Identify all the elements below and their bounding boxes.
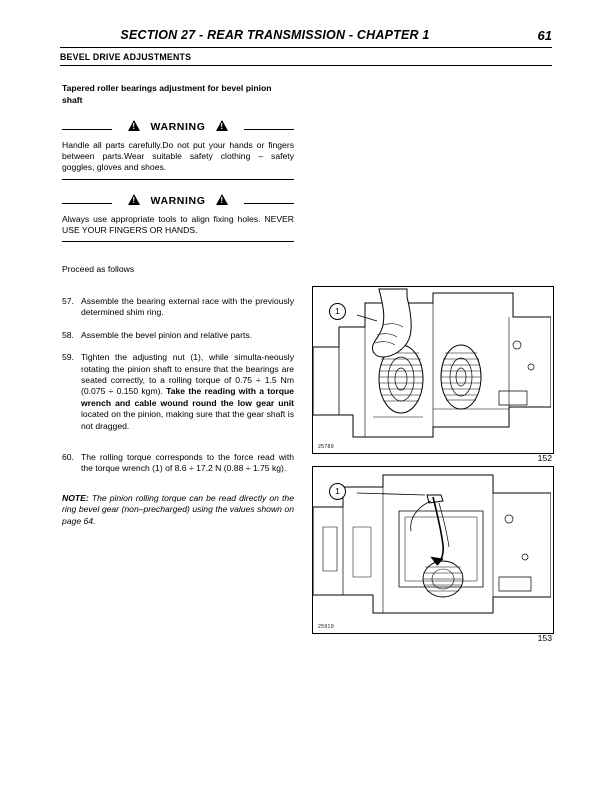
- warning-triangle-icon: [128, 120, 140, 131]
- step-number: 59.: [62, 352, 74, 363]
- warning-header-1: [62, 120, 294, 138]
- left-column: [62, 74, 294, 527]
- subheading: Tapered roller bearings adjustment for bevel pinion shaft: [62, 83, 272, 105]
- warning-triangle-icon: [216, 194, 228, 205]
- warning-rule-left: [62, 129, 112, 130]
- step-text-bold: Take the reading with a torque wrench and cable wound round the low gear unit: [81, 386, 295, 408]
- figure-152-illustration: [313, 287, 551, 451]
- step-item: [62, 452, 294, 475]
- step-number: 60.: [62, 452, 74, 463]
- figure-152-callout-1: 1: [329, 303, 346, 320]
- figure-153-callout-1: 1: [329, 483, 346, 500]
- step-text-part2: located on the pinion, making sure that the gear shaft is not dragged.: [81, 409, 294, 431]
- figure-153: [312, 466, 554, 634]
- note-label: NOTE:: [62, 492, 89, 503]
- step-list: [62, 296, 294, 475]
- warning-label-row-2: [112, 194, 244, 207]
- warning-label-row-1: [112, 120, 244, 133]
- warning-rule-right: [244, 203, 294, 204]
- figure-152-number: 152: [537, 453, 552, 463]
- warning-label-2: WARNING: [150, 194, 206, 207]
- step-text: Assemble the bearing external race with the previously determined shim ring.: [81, 296, 294, 318]
- section-divider: [60, 65, 552, 66]
- warning-bottom-rule-2: [62, 241, 294, 242]
- header-title: SECTION 27 - REAR TRANSMISSION - CHAPTER 1: [120, 28, 430, 42]
- step-item: [62, 330, 294, 341]
- figure-152-photo-code: 25789: [318, 444, 334, 450]
- page-number: 61: [537, 28, 552, 43]
- figure-153-photo-code: 25919: [318, 624, 334, 630]
- step-number: 58.: [62, 329, 74, 340]
- warning-block-2: [62, 194, 294, 242]
- warning-label-1: WARNING: [150, 121, 206, 133]
- warning-bottom-rule-1: [62, 179, 294, 180]
- proceed-text: Proceed as follows: [62, 264, 135, 275]
- warning-text-1: Handle all parts carefully.Do not put your hands or fingers between parts.Wear suitable safety clothing – safety goggles, gloves and shoes.: [62, 140, 294, 173]
- figure-152: [312, 286, 554, 454]
- warning-triangle-icon: [216, 120, 228, 131]
- header-divider: [60, 47, 552, 48]
- warning-triangle-icon: [128, 194, 140, 205]
- section-title: BEVEL DRIVE ADJUSTMENTS: [60, 52, 192, 62]
- note-block: [62, 493, 294, 527]
- figure-153-illustration: [313, 467, 551, 631]
- note-text: The pinion rolling torque can be read directly on the ring bevel gear (non–precharged) using the values shown on page 64.: [62, 492, 294, 526]
- warning-rule-left: [62, 203, 112, 204]
- warning-rule-right: [244, 129, 294, 130]
- step-item: [62, 352, 294, 432]
- step-text: The rolling torque corresponds to the force read with the torque wrench (1) of 8.6 ÷ 17.2 N (0.88 ÷ 1.75 kg).: [81, 452, 294, 474]
- figure-153-number: 153: [537, 633, 552, 643]
- step-text-part1: Tighten the adjusting nut (1), while simulta-neously rotating the pinion shaft to ensure that the bearings are seated correctly, to a rolling torque of 0.75 ÷ 1.5 Nm (0.075 ÷ 0.150 kgm).: [81, 352, 294, 397]
- warning-header-2: [62, 194, 294, 212]
- step-text: Assemble the bevel pinion and relative parts.: [81, 329, 253, 340]
- step-item: [62, 296, 294, 319]
- warning-block-1: [62, 120, 294, 180]
- warning-text-2: Always use appropriate tools to align fixing holes. NEVER USE YOUR FINGERS OR HANDS.: [62, 213, 294, 235]
- step-number: 57.: [62, 296, 74, 307]
